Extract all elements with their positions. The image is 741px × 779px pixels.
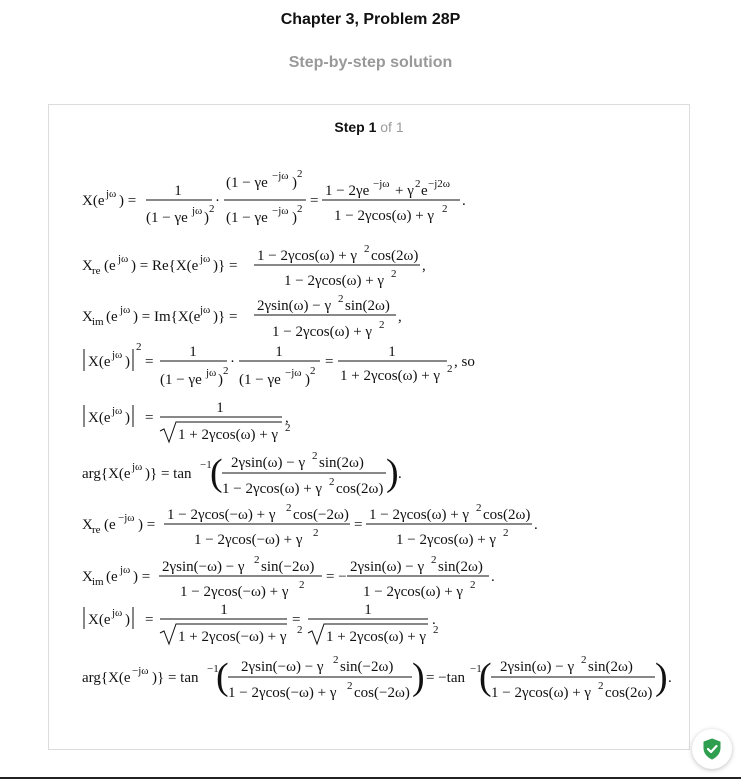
svg-text:X: X: [82, 258, 93, 274]
svg-text:1 − 2γcos(ω) + γ: 1 − 2γcos(ω) + γ: [257, 248, 358, 264]
page-subtitle: Step-by-step solution: [288, 54, 453, 71]
svg-text:): ): [292, 175, 297, 191]
svg-text:=: =: [145, 354, 154, 370]
svg-text:1: 1: [216, 400, 224, 416]
svg-text:−jω: −jω: [118, 512, 135, 524]
step-label: Step 1: [334, 119, 377, 135]
svg-text:2: 2: [310, 365, 316, 377]
svg-text:1 − 2γe: 1 − 2γe: [325, 183, 370, 199]
svg-text:e: e: [421, 183, 428, 199]
svg-text:2: 2: [333, 654, 339, 666]
svg-text:.: .: [432, 612, 436, 628]
svg-text:1: 1: [220, 602, 228, 618]
svg-text:sin(2ω): sin(2ω): [588, 659, 633, 675]
svg-text:1 − 2γcos(ω) + γ: 1 − 2γcos(ω) + γ: [222, 481, 323, 497]
svg-text:2: 2: [391, 268, 397, 280]
svg-text:2: 2: [379, 319, 385, 331]
svg-text:2: 2: [433, 624, 439, 636]
equation-2: [82, 243, 426, 289]
svg-text:.: .: [398, 466, 402, 482]
svg-text:2: 2: [297, 168, 303, 180]
svg-text:)} =: )} =: [213, 309, 238, 325]
svg-text:2: 2: [285, 422, 291, 434]
svg-text:)} = tan: )} = tan: [152, 670, 199, 686]
svg-text:=: =: [292, 612, 301, 628]
solution-equations: [82, 149, 682, 729]
svg-text:1 − 2γcos(−ω) + γ: 1 − 2γcos(−ω) + γ: [180, 584, 289, 600]
svg-text:2: 2: [364, 243, 370, 255]
page-title: Chapter 3, Problem 28P: [280, 11, 461, 28]
svg-text:·: ·: [230, 354, 235, 370]
svg-text:=: =: [145, 612, 154, 628]
svg-text:): ): [125, 410, 130, 426]
equation-10: [82, 654, 672, 701]
svg-text:−j2ω: −j2ω: [428, 178, 450, 190]
svg-text:X: X: [82, 309, 93, 325]
equation-7: [82, 502, 538, 548]
svg-text:X(e: X(e: [88, 410, 111, 426]
svg-text:X(e: X(e: [82, 193, 105, 209]
svg-text:2: 2: [136, 341, 142, 353]
svg-text:2: 2: [286, 502, 292, 514]
equation-1: [82, 168, 466, 226]
svg-text:2: 2: [338, 293, 344, 305]
svg-text:): ): [204, 210, 209, 226]
svg-text:(1 − γe: (1 − γe: [226, 210, 268, 226]
svg-text:(1 − γe: (1 − γe: [239, 372, 281, 388]
svg-text:arg{X(e: arg{X(e: [82, 670, 131, 686]
svg-text:.: .: [668, 670, 672, 686]
svg-text:jω: jω: [200, 304, 211, 316]
svg-text:) =: ) =: [138, 517, 156, 533]
svg-text:sin(2ω): sin(2ω): [345, 298, 390, 314]
svg-text:−1: −1: [207, 663, 219, 675]
svg-text:2: 2: [312, 450, 318, 462]
svg-text:2: 2: [223, 365, 229, 377]
svg-text:2: 2: [447, 363, 453, 375]
svg-text:)} =: )} =: [213, 258, 238, 274]
svg-text:cos(2ω): cos(2ω): [371, 248, 419, 264]
svg-text:X(e: X(e: [88, 612, 111, 628]
shield-check-icon: [702, 738, 722, 760]
svg-text:) =: ) =: [119, 193, 137, 209]
svg-text:jω: jω: [200, 253, 211, 265]
svg-text:): ): [655, 656, 668, 698]
svg-text:arg{X(e: arg{X(e: [82, 466, 131, 482]
svg-text:): ): [292, 210, 297, 226]
svg-text:2: 2: [581, 654, 587, 666]
svg-text:, so: , so: [454, 354, 475, 370]
svg-text:2γsin(ω) − γ: 2γsin(ω) − γ: [257, 298, 332, 314]
svg-text:jω: jω: [112, 607, 123, 619]
svg-text:jω: jω: [132, 461, 143, 473]
security-badge[interactable]: [692, 729, 732, 769]
svg-text:sin(−2ω): sin(−2ω): [340, 659, 394, 675]
svg-text:1 − 2γcos(ω) + γ: 1 − 2γcos(ω) + γ: [369, 507, 470, 523]
svg-text:2γsin(−ω) − γ: 2γsin(−ω) − γ: [162, 559, 245, 575]
svg-text:jω: jω: [120, 564, 131, 576]
svg-text:+ γ: + γ: [395, 183, 414, 199]
svg-text:2: 2: [476, 502, 482, 514]
equation-4: [84, 341, 475, 388]
svg-text:): ): [386, 452, 399, 494]
svg-text:=: =: [145, 410, 154, 426]
svg-text:) = Im{X(e: ) = Im{X(e: [133, 309, 201, 325]
svg-text:−jω: −jω: [272, 205, 289, 217]
svg-text:2: 2: [299, 579, 305, 591]
svg-text:2: 2: [470, 579, 476, 591]
svg-text:cos(−2ω): cos(−2ω): [354, 685, 410, 701]
svg-text:2: 2: [297, 624, 303, 636]
svg-text:1 − 2γcos(ω) + γ: 1 − 2γcos(ω) + γ: [272, 324, 373, 340]
svg-text:(: (: [216, 656, 229, 698]
svg-text:1 + 2γcos(ω) + γ: 1 + 2γcos(ω) + γ: [326, 629, 427, 645]
svg-text:.: .: [462, 193, 466, 209]
svg-text:2: 2: [297, 203, 303, 215]
svg-text:(: (: [479, 656, 492, 698]
svg-text:jω: jω: [192, 205, 203, 217]
equation-5: [84, 400, 291, 443]
svg-text:sin(−2ω): sin(−2ω): [261, 559, 315, 575]
svg-text:,: ,: [422, 258, 426, 274]
svg-text:(: (: [210, 452, 223, 494]
svg-text:−1: −1: [200, 459, 212, 471]
svg-text:jω: jω: [112, 349, 123, 361]
svg-text:2: 2: [598, 680, 604, 692]
svg-text:X: X: [82, 517, 93, 533]
svg-text:1 − 2γcos(ω) + γ: 1 − 2γcos(ω) + γ: [396, 532, 497, 548]
svg-text:=: =: [354, 517, 363, 533]
svg-text:jω: jω: [112, 405, 123, 417]
svg-text:2: 2: [503, 527, 509, 539]
svg-text:−jω: −jω: [132, 665, 149, 677]
svg-text:jω: jω: [118, 253, 129, 265]
svg-text:jω: jω: [120, 304, 131, 316]
svg-text:·: ·: [215, 193, 220, 209]
svg-text:2γsin(−ω) − γ: 2γsin(−ω) − γ: [241, 659, 324, 675]
svg-text:im: im: [92, 576, 104, 588]
svg-text:1 − 2γcos(ω) + γ: 1 − 2γcos(ω) + γ: [363, 584, 464, 600]
svg-text:1 − 2γcos(ω) + γ: 1 − 2γcos(ω) + γ: [284, 273, 385, 289]
svg-text:= −tan: = −tan: [426, 670, 465, 686]
svg-text:.: .: [534, 517, 538, 533]
equation-6: [82, 450, 402, 497]
svg-text:1: 1: [275, 344, 283, 360]
svg-text:2: 2: [209, 203, 215, 215]
svg-text:cos(−2ω): cos(−2ω): [293, 507, 349, 523]
svg-text:) = Re{X(e: ) = Re{X(e: [131, 258, 199, 274]
svg-text:): ): [412, 656, 425, 698]
svg-text:2γsin(ω) − γ: 2γsin(ω) − γ: [350, 559, 425, 575]
svg-text:=: =: [325, 354, 334, 370]
svg-text:2: 2: [254, 554, 260, 566]
svg-text:jω: jω: [106, 188, 117, 200]
svg-text:1: 1: [388, 344, 396, 360]
svg-text:−jω: −jω: [373, 178, 390, 190]
svg-text:(1 − γe: (1 − γe: [160, 372, 202, 388]
svg-text:(e: (e: [106, 569, 118, 585]
svg-text:1 − 2γcos(−ω) + γ: 1 − 2γcos(−ω) + γ: [194, 532, 303, 548]
svg-text:,: ,: [398, 309, 402, 325]
equation-8: [82, 554, 495, 600]
svg-text:1 − 2γcos(−ω) + γ: 1 − 2γcos(−ω) + γ: [228, 685, 337, 701]
step-count: of 1: [380, 119, 404, 135]
svg-text:jω: jω: [206, 367, 217, 379]
svg-text:(e: (e: [106, 309, 118, 325]
svg-text:re: re: [92, 524, 101, 536]
svg-text:(e: (e: [104, 258, 116, 274]
svg-text:sin(2ω): sin(2ω): [319, 455, 364, 471]
svg-text:2: 2: [431, 554, 437, 566]
svg-text:X: X: [82, 569, 93, 585]
step-header: [49, 119, 689, 135]
svg-text:2: 2: [313, 527, 319, 539]
svg-text:(1 − γe: (1 − γe: [146, 210, 188, 226]
svg-text:−jω: −jω: [285, 367, 302, 379]
svg-text:1: 1: [189, 344, 197, 360]
svg-text:2: 2: [347, 680, 353, 692]
svg-text:): ): [125, 612, 130, 628]
svg-text:X(e: X(e: [88, 354, 111, 370]
svg-text:2γsin(ω) − γ: 2γsin(ω) − γ: [500, 659, 575, 675]
svg-text:cos(2ω): cos(2ω): [483, 507, 531, 523]
equation-9: [84, 602, 439, 645]
svg-text:re: re: [92, 265, 101, 277]
svg-text:(1 − γe: (1 − γe: [226, 175, 268, 191]
svg-text:= −: = −: [326, 569, 347, 585]
svg-text:sin(2ω): sin(2ω): [438, 559, 483, 575]
svg-text:2γsin(ω) − γ: 2γsin(ω) − γ: [231, 455, 306, 471]
svg-text:,: ,: [285, 410, 289, 426]
svg-text:1: 1: [364, 602, 372, 618]
svg-text:cos(2ω): cos(2ω): [336, 481, 384, 497]
svg-text:1: 1: [174, 183, 182, 199]
svg-text:2: 2: [415, 178, 421, 190]
svg-text:): ): [305, 372, 310, 388]
svg-text:1 + 2γcos(ω) + γ: 1 + 2γcos(ω) + γ: [340, 368, 441, 384]
svg-text:1 − 2γcos(−ω) + γ: 1 − 2γcos(−ω) + γ: [167, 507, 276, 523]
svg-text:cos(2ω): cos(2ω): [605, 685, 653, 701]
svg-text:1 − 2γcos(ω) + γ: 1 − 2γcos(ω) + γ: [334, 208, 435, 224]
svg-text:2: 2: [442, 203, 448, 215]
svg-text:=: =: [310, 193, 319, 209]
svg-text:) =: ) =: [133, 569, 151, 585]
svg-text:−jω: −jω: [272, 170, 289, 182]
svg-text:2: 2: [329, 476, 335, 488]
svg-text:1 + 2γcos(ω) + γ: 1 + 2γcos(ω) + γ: [178, 427, 279, 443]
svg-text:1 + 2γcos(−ω) + γ: 1 + 2γcos(−ω) + γ: [178, 629, 287, 645]
svg-text:im: im: [92, 316, 104, 328]
svg-text:.: .: [491, 569, 495, 585]
svg-text:): ): [125, 354, 130, 370]
svg-text:)} = tan: )} = tan: [145, 466, 192, 482]
svg-text:1 − 2γcos(ω) + γ: 1 − 2γcos(ω) + γ: [491, 685, 592, 701]
svg-text:(e: (e: [104, 517, 116, 533]
solution-step-card: [48, 104, 690, 750]
equation-3: [82, 293, 402, 340]
svg-text:): ): [218, 372, 223, 388]
svg-text:−1: −1: [470, 663, 482, 675]
